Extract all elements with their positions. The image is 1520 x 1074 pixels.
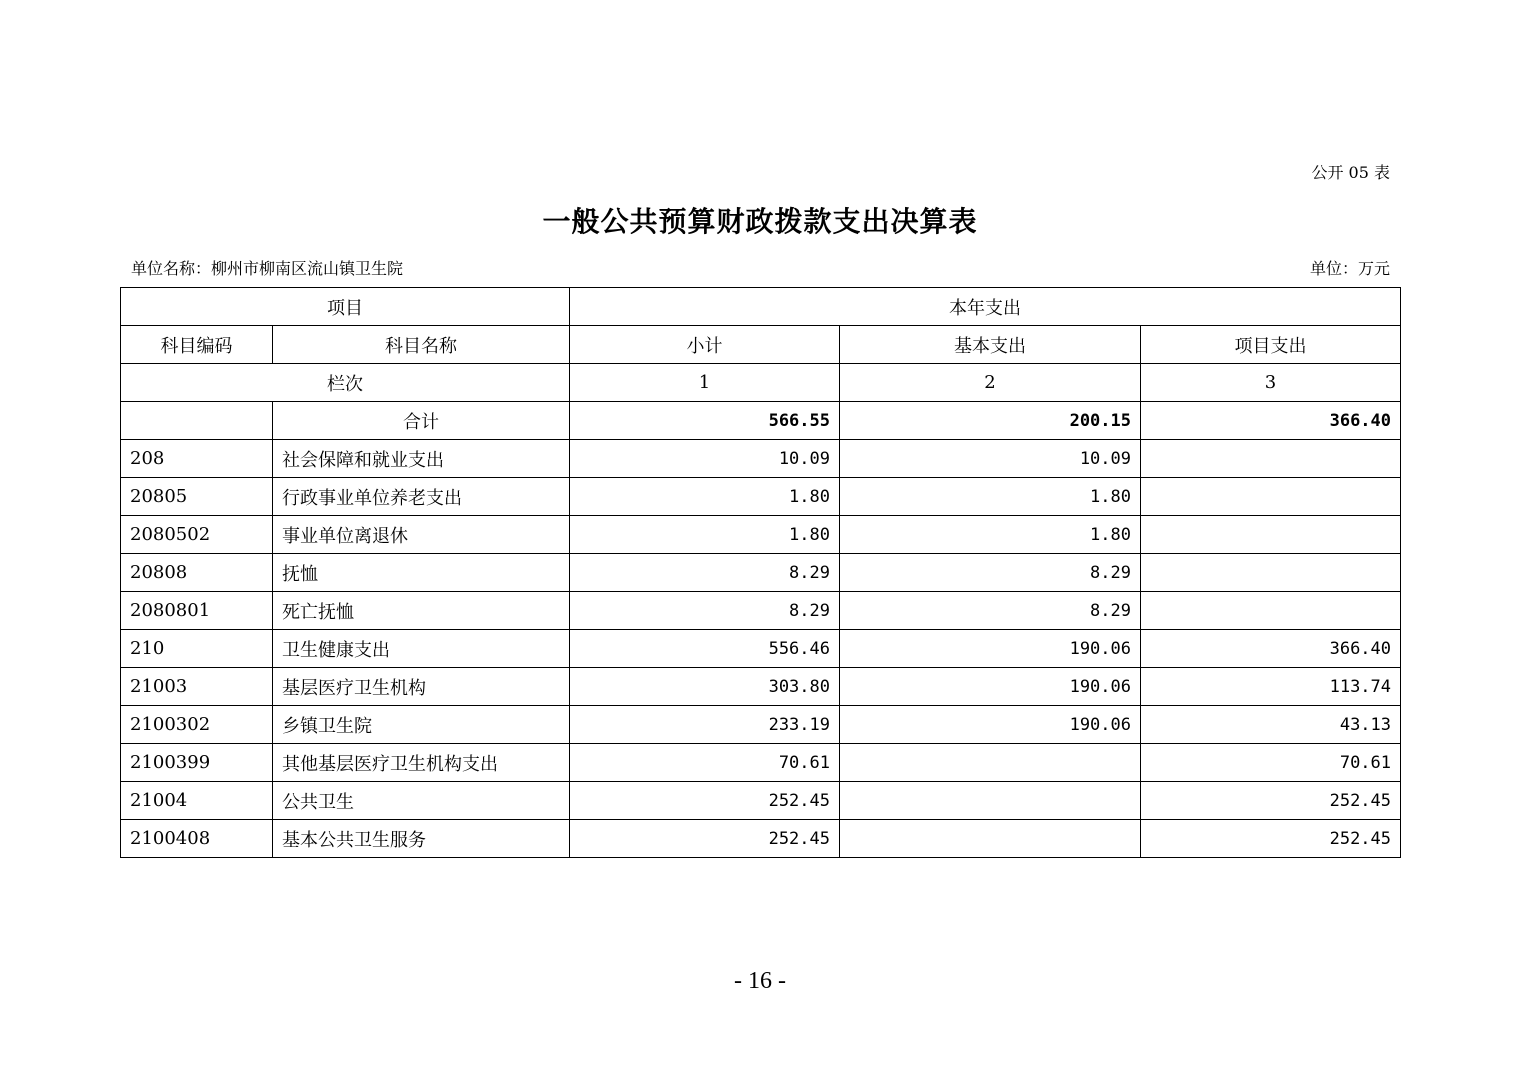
row-code: 21004: [121, 782, 273, 820]
row-name: 抚恤: [273, 554, 570, 592]
row-project: 70.61: [1141, 744, 1401, 782]
row-basic: 8.29: [840, 554, 1141, 592]
row-subtotal: 556.46: [570, 630, 840, 668]
row-project: [1141, 478, 1401, 516]
row-subtotal: 1.80: [570, 478, 840, 516]
form-number: 公开 05 表: [1311, 163, 1390, 182]
row-subtotal: 8.29: [570, 554, 840, 592]
header-current-year: 本年支出: [570, 288, 1401, 326]
row-project: [1141, 554, 1401, 592]
table-row: [121, 516, 1401, 554]
row-basic: 1.80: [840, 516, 1141, 554]
row-subtotal: 10.09: [570, 440, 840, 478]
row-code: 208: [121, 440, 273, 478]
row-project: 113.74: [1141, 668, 1401, 706]
row-name: 行政事业单位养老支出: [273, 478, 570, 516]
table-row: [121, 706, 1401, 744]
table-row: [121, 554, 1401, 592]
row-name: 公共卫生: [273, 782, 570, 820]
header-column-index: 栏次: [121, 364, 570, 402]
row-basic: 190.06: [840, 630, 1141, 668]
row-basic: 190.06: [840, 668, 1141, 706]
row-project: 252.45: [1141, 820, 1401, 858]
row-subtotal: 252.45: [570, 820, 840, 858]
row-subtotal: 8.29: [570, 592, 840, 630]
row-project: [1141, 440, 1401, 478]
header-col1: 1: [570, 364, 840, 402]
total-project: 366.40: [1141, 402, 1401, 440]
row-project: 252.45: [1141, 782, 1401, 820]
row-name: 乡镇卫生院: [273, 706, 570, 744]
header-name: 科目名称: [273, 326, 570, 364]
row-project: [1141, 592, 1401, 630]
currency-unit: 单位：万元: [1309, 259, 1390, 278]
table-row: [121, 630, 1401, 668]
total-code-cell: [121, 402, 273, 440]
row-subtotal: 303.80: [570, 668, 840, 706]
row-basic: 1.80: [840, 478, 1141, 516]
header-project: 项目: [121, 288, 570, 326]
row-basic: 8.29: [840, 592, 1141, 630]
header-row-index: [121, 364, 1401, 402]
row-code: 2100302: [121, 706, 273, 744]
row-code: 20808: [121, 554, 273, 592]
table-row: [121, 820, 1401, 858]
unit-name: 单位名称：柳州市柳南区流山镇卫生院: [131, 259, 404, 278]
table-row: [121, 440, 1401, 478]
total-basic: 200.15: [840, 402, 1141, 440]
row-basic: [840, 782, 1141, 820]
header-col3: 3: [1141, 364, 1401, 402]
row-code: 210: [121, 630, 273, 668]
row-basic: 10.09: [840, 440, 1141, 478]
header-col2: 2: [840, 364, 1141, 402]
header-code: 科目编码: [121, 326, 273, 364]
row-code: 2080801: [121, 592, 273, 630]
row-name: 死亡抚恤: [273, 592, 570, 630]
row-project: 43.13: [1141, 706, 1401, 744]
row-subtotal: 252.45: [570, 782, 840, 820]
table-row: [121, 592, 1401, 630]
row-code: 21003: [121, 668, 273, 706]
page-title: 一般公共预算财政拨款支出决算表: [542, 205, 978, 238]
row-name: 事业单位离退休: [273, 516, 570, 554]
table-row: [121, 782, 1401, 820]
expenditure-table: [120, 287, 1401, 858]
header-project-expense: 项目支出: [1141, 326, 1401, 364]
row-code: 20805: [121, 478, 273, 516]
header-basic: 基本支出: [840, 326, 1141, 364]
header-subtotal: 小计: [570, 326, 840, 364]
row-subtotal: 70.61: [570, 744, 840, 782]
row-basic: [840, 744, 1141, 782]
total-subtotal: 566.55: [570, 402, 840, 440]
row-project: [1141, 516, 1401, 554]
row-name: 基层医疗卫生机构: [273, 668, 570, 706]
row-name: 基本公共卫生服务: [273, 820, 570, 858]
table-row: [121, 668, 1401, 706]
row-basic: [840, 820, 1141, 858]
page-number: - 16 -: [734, 968, 786, 994]
row-name: 社会保障和就业支出: [273, 440, 570, 478]
row-name: 卫生健康支出: [273, 630, 570, 668]
row-subtotal: 1.80: [570, 516, 840, 554]
table-row: [121, 744, 1401, 782]
row-code: 2080502: [121, 516, 273, 554]
row-subtotal: 233.19: [570, 706, 840, 744]
row-basic: 190.06: [840, 706, 1141, 744]
row-code: 2100408: [121, 820, 273, 858]
row-code: 2100399: [121, 744, 273, 782]
total-row: [121, 402, 1401, 440]
header-row-2: [121, 326, 1401, 364]
total-label: 合计: [273, 402, 570, 440]
row-project: 366.40: [1141, 630, 1401, 668]
table-row: [121, 478, 1401, 516]
header-row-1: [121, 288, 1401, 326]
row-name: 其他基层医疗卫生机构支出: [273, 744, 570, 782]
